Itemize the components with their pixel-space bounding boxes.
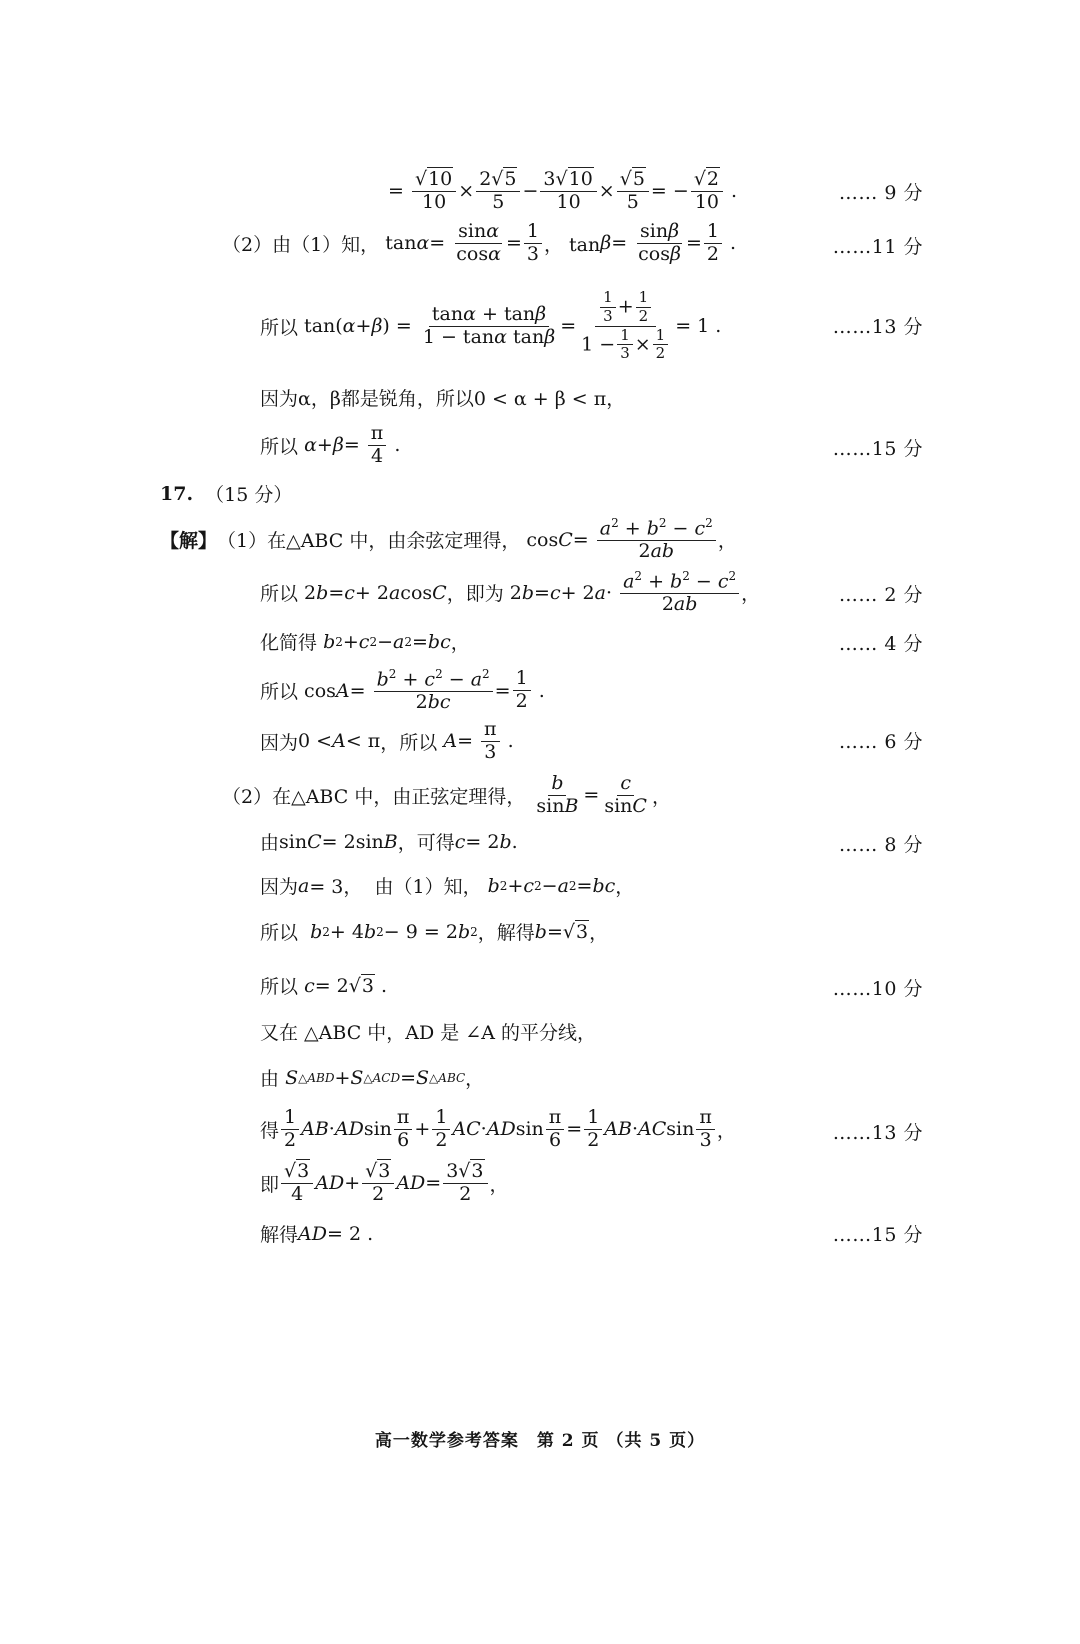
so-word: 所以	[260, 681, 299, 704]
score-9: …… 9 分	[838, 182, 923, 204]
therefore-word: 所以	[260, 435, 299, 458]
therefore-word: 所以	[260, 316, 299, 339]
score-10: ……10 分	[832, 978, 923, 1000]
score-13b: ……13 分	[832, 1122, 923, 1144]
score-13a: ……13 分	[832, 316, 923, 338]
q17-header	[160, 480, 292, 507]
get-word: 得	[260, 1119, 280, 1142]
q17-AD-result: 解得 AD = 2 .	[260, 1220, 373, 1247]
solve-word: ，解得	[477, 922, 535, 944]
score-8: …… 8 分	[838, 834, 923, 856]
from-part1-word: 由（1）知，	[374, 876, 482, 898]
q16-part2-label: （2）由（1）知，	[222, 233, 380, 256]
q17-a-given: 因为 a = 3， 由（1）知， b 2 + c 2 − a 2 = bc ，	[260, 872, 634, 899]
so-word: 所以	[260, 922, 299, 944]
score-15a: ……15 分	[832, 438, 923, 460]
score-15b: ……15 分	[832, 1224, 923, 1246]
q17-c-value: 所以 c = 2 √ 3 .	[260, 972, 387, 999]
q17-solve-b: 所以 b 2 + 4 b 2 − 9 = 2 b 2 ，解得 b = √ 3 ，	[260, 918, 608, 945]
from-word: 由	[260, 832, 280, 854]
solution-tag: 【解】	[160, 530, 218, 553]
solve-word: 解得	[260, 1224, 299, 1246]
q17-bisector: 又在 △ABC 中，AD 是 ∠A 的平分线，	[260, 1022, 596, 1044]
q16-result-line: 所以 α + β = π 4 .	[260, 422, 401, 467]
q17-p1-intro: 【解】 （1）在△ABC 中，由余弦定理得， cos C = $a^2 + b^2 - c^2$ 2ab ，	[160, 516, 737, 563]
q17-p2-intro: （2）在△ABC 中，由正弦定理得， b sinB = c sinC ，	[222, 772, 671, 817]
simplify-word: 化简得	[260, 632, 318, 654]
q17-cosA: 所以 cos A = $b^2 + c^2 - a^2$ 2bc = 1 2 .	[260, 667, 545, 714]
q17-simplify: 化简得 b 2 + c 2 − a 2 = bc ，	[260, 628, 470, 655]
ie-word: 即	[260, 1173, 280, 1196]
q17-eq-2b: 所以 2 b = c + 2 a cos C ，即为 2 b = c + 2 a · $a^2 + b^2 - c^2$ 2ab ，	[260, 569, 761, 616]
p2-intro-text: （2）在△ABC 中，由正弦定理得，	[222, 785, 526, 808]
q17-number: 17.	[160, 482, 194, 505]
q16-eq-line-1: = √10 10 × 2√5 5 − 3√10 10 × √5 5 = − √2 10 .	[388, 168, 738, 213]
score-6: …… 6 分	[838, 731, 923, 753]
page-footer: 高一数学参考答案 第 2 页 （共 5 页）	[374, 1431, 706, 1451]
q16-acute-line: 因为α，β都是锐角，所以0 < α + β < π，	[260, 388, 626, 410]
because-word: 因为	[260, 876, 299, 898]
q17-area-sum: 由 S △ABD + S △ACD = S △ABC ，	[260, 1064, 484, 1091]
so-word: 所以	[260, 583, 299, 606]
q17-points: （15 分）	[205, 484, 293, 506]
get-word: ，可得	[397, 832, 455, 854]
p1-intro-text: （1）在△ABC 中，由余弦定理得，	[217, 530, 521, 553]
q16-tan-sum-line: 所以 tan( α + β ) = tanα + tanβ 1 − tanα tanβ = $\frac{1}{3}$ + $\frac{1}{2}$ 1 − $\frac{1}{3}$ × $\frac{1}{2}$ = 1 .	[260, 288, 722, 363]
namely-word: ，即为	[446, 583, 504, 606]
because-word: 因为	[260, 731, 299, 754]
q17-ie: 即 √3 4 AD + √3 2 AD = 3√3 2 ，	[260, 1160, 509, 1205]
q17-sin-relation: 由 sin C = 2sin B ，可得 c = 2 b .	[260, 828, 518, 855]
score-11: ……11 分	[832, 236, 923, 258]
q17-area-eq: 得 1 2 AB · AD sin π 6 + 1 2 AC · AD sin π 6 = 1 2 AB · AC sin π 3 ，	[260, 1106, 736, 1151]
q16-part2-line: （2）由（1）知， tan α = sinα cosα = 1 3 ， tan β = sinβ cosβ = 1 2 .	[222, 220, 737, 265]
therefore-word: ，所以	[380, 731, 438, 754]
score-2: …… 2 分	[838, 584, 923, 606]
score-4: …… 4 分	[838, 633, 923, 655]
from-word: 由	[260, 1068, 280, 1090]
q17-A-value: 因为 0 < A < π ，所以 A = π 3 .	[260, 718, 514, 763]
so-word: 所以	[260, 976, 299, 998]
